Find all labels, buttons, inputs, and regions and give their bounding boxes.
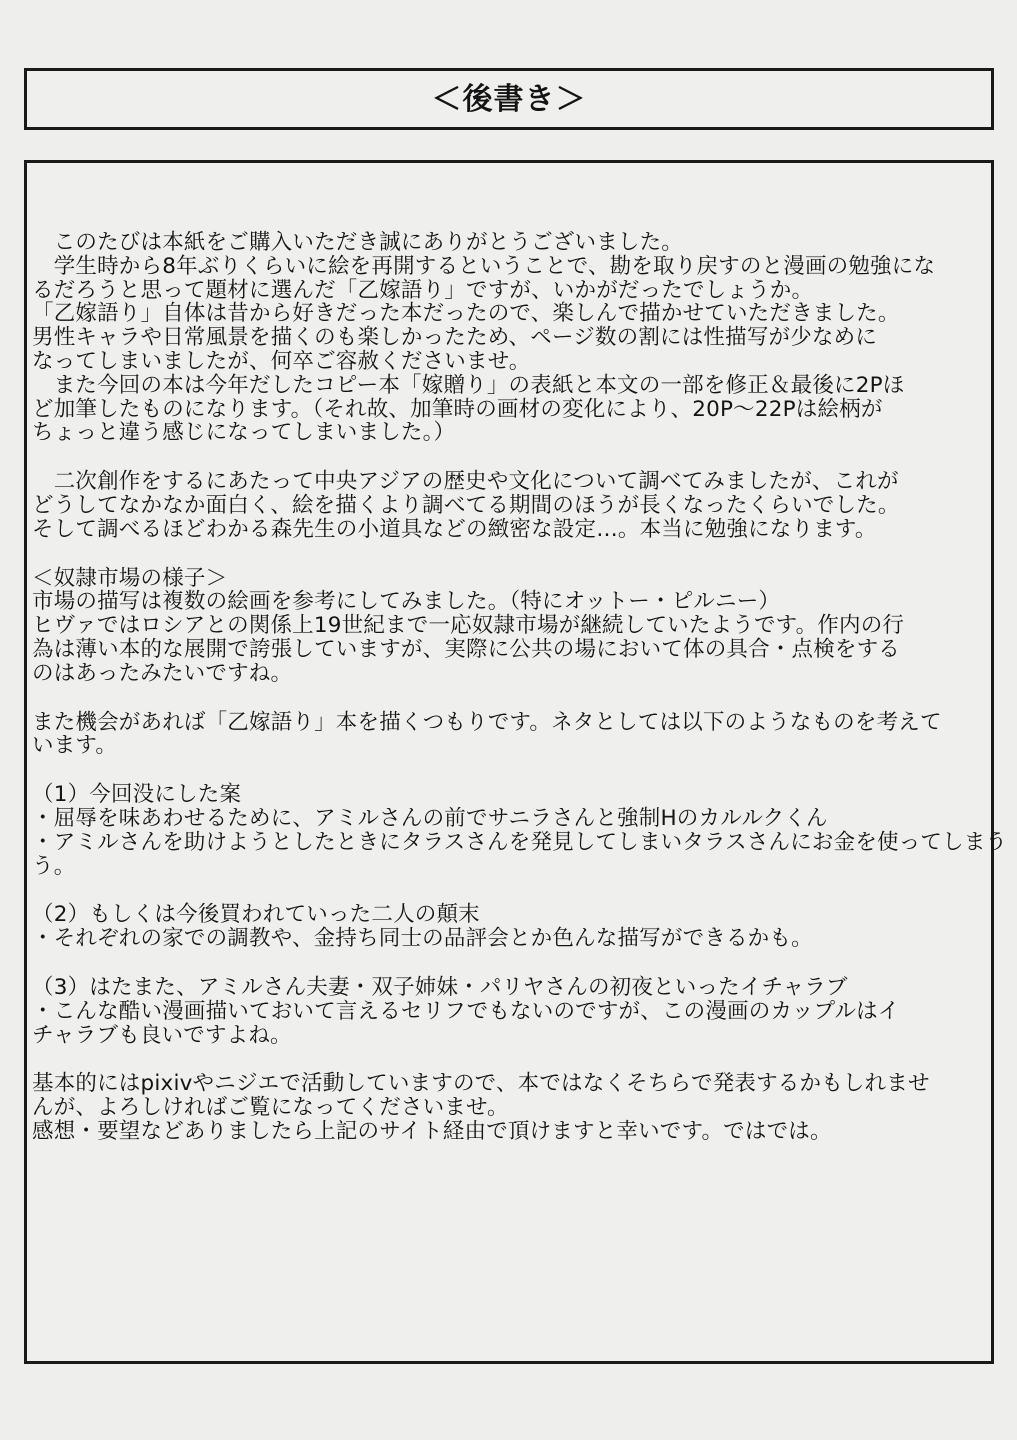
spacer: [32, 758, 992, 783]
text-line: また今回の本は今年だしたコピー本「嫁贈り」の表紙と本文の一部を修正＆最後に2Pほ: [32, 372, 905, 398]
text-line: んが、よろしければご覧になってくださいませ。: [32, 1095, 509, 1121]
text-line: 基本的にはpixivやニジエで活動していますので、本ではなくそちらで発表するかもしれませ: [32, 1071, 930, 1097]
text-line: なってしまいましたが、何卒ご容赦くださいませ。: [32, 348, 531, 374]
spacer: [32, 878, 992, 903]
text-line: ちょっと違う感じになってしまいました。）: [32, 420, 456, 446]
paragraph-slave-market: [32, 567, 992, 686]
list-heading: （3）はたまた、アミルさん夫妻・双子姉妹・パリヤさんの初夜といったイチャラブ: [32, 974, 848, 1000]
spacer: [32, 686, 992, 711]
spacer: [32, 542, 992, 567]
paragraph-research: [32, 470, 992, 541]
title-box: [24, 68, 994, 130]
list-heading: （2）もしくは今後買われていった二人の顛末: [32, 902, 480, 928]
text-line: ど加筆したものになります。（それ故、加筆時の画材の変化により、20P～22Pは絵柄が: [32, 396, 883, 422]
text-line: るだろうと思って題材に選んだ「乙嫁語り」ですが、いかがだったでしょうか。: [32, 277, 814, 303]
text-line: 「乙嫁語り」自体は昔から好きだった本だったので、楽しんで描かせていただきました。: [32, 301, 900, 327]
list-item: チャラブも良いですよね。: [32, 1022, 292, 1048]
list-item: ・それぞれの家での調教や、金持ち同士の品評会とか色んな描写ができるかも。: [32, 926, 813, 952]
text-line: このたびは本紙をご購入いただき誠にありがとうございました。: [32, 230, 684, 255]
text-line: 学生時から8年ぶりくらいに絵を再開するということで、勘を取り戻すのと漫画の勉強にな: [32, 253, 936, 279]
list-heading: （1）今回没にした案: [32, 782, 242, 808]
text-line: のはあったみたいですね。: [32, 660, 293, 686]
idea-list-2: [32, 903, 992, 951]
idea-list-3: [32, 976, 992, 1047]
list-item: う。: [32, 853, 76, 879]
text-line: 二次創作をするにあたって中央アジアの歴史や文化について調べてみましたが、これが: [32, 469, 899, 495]
paragraph-closing: [32, 1072, 992, 1143]
text-line: 市場の描写は複数の絵画を参考にしてみました。（特にオットー・ピルニー）: [32, 589, 781, 615]
spacer: [32, 445, 992, 470]
afterword-body-box: [24, 160, 1008, 1364]
text-line: 為は薄い本的な展開で誇張していますが、実際に公共の場において体の具合・点検をする: [32, 636, 901, 662]
spacer: [32, 951, 992, 976]
page-title: ＜後書き＞: [431, 82, 587, 117]
section-heading: ＜奴隷市場の様子＞: [32, 565, 228, 591]
paragraph-thanks: [32, 231, 992, 445]
paragraph-future-plans: [32, 711, 992, 759]
text-line: ヒヴァではロシアとの関係上19世紀まで一応奴隷市場が継続していたようです。作内の行: [32, 613, 905, 639]
spacer: [32, 1047, 992, 1072]
list-item: ・こんな酷い漫画描いておいて言えるセリフでもないのですが、この漫画のカップルはイ: [32, 998, 900, 1024]
text-line: そして調べるほどわかる森先生の小道具などの緻密な設定…。本当に勉強になります。: [32, 516, 877, 542]
text-line: 男性キャラや日常風景を描くのも楽しかったため、ページ数の割には性描写が少なめに: [32, 325, 878, 351]
idea-list-1: [32, 782, 1008, 879]
afterword-text: [32, 230, 1008, 1144]
text-line: 感想・要望などありましたら上記のサイト経由で頂けますと幸いです。ではでは。: [32, 1118, 832, 1144]
list-item: ・屈辱を味あわせるために、アミルさんの前でサニラさんと強制Hのカルルクくん: [32, 805, 828, 831]
text-line: います。: [32, 733, 118, 759]
text-line: また機会があれば「乙嫁語り」本を描くつもりです。ネタとしては以下のようなものを考えて: [32, 709, 942, 735]
list-item: ・アミルさんを助けようとしたときにタラスさんを発見してしまいタラスさんにお金を使ってしまう: [32, 829, 1008, 855]
text-line: どうしてなかなか面白く、絵を描くより調べてる期間のほうが長くなったくらいでした。: [32, 492, 900, 518]
